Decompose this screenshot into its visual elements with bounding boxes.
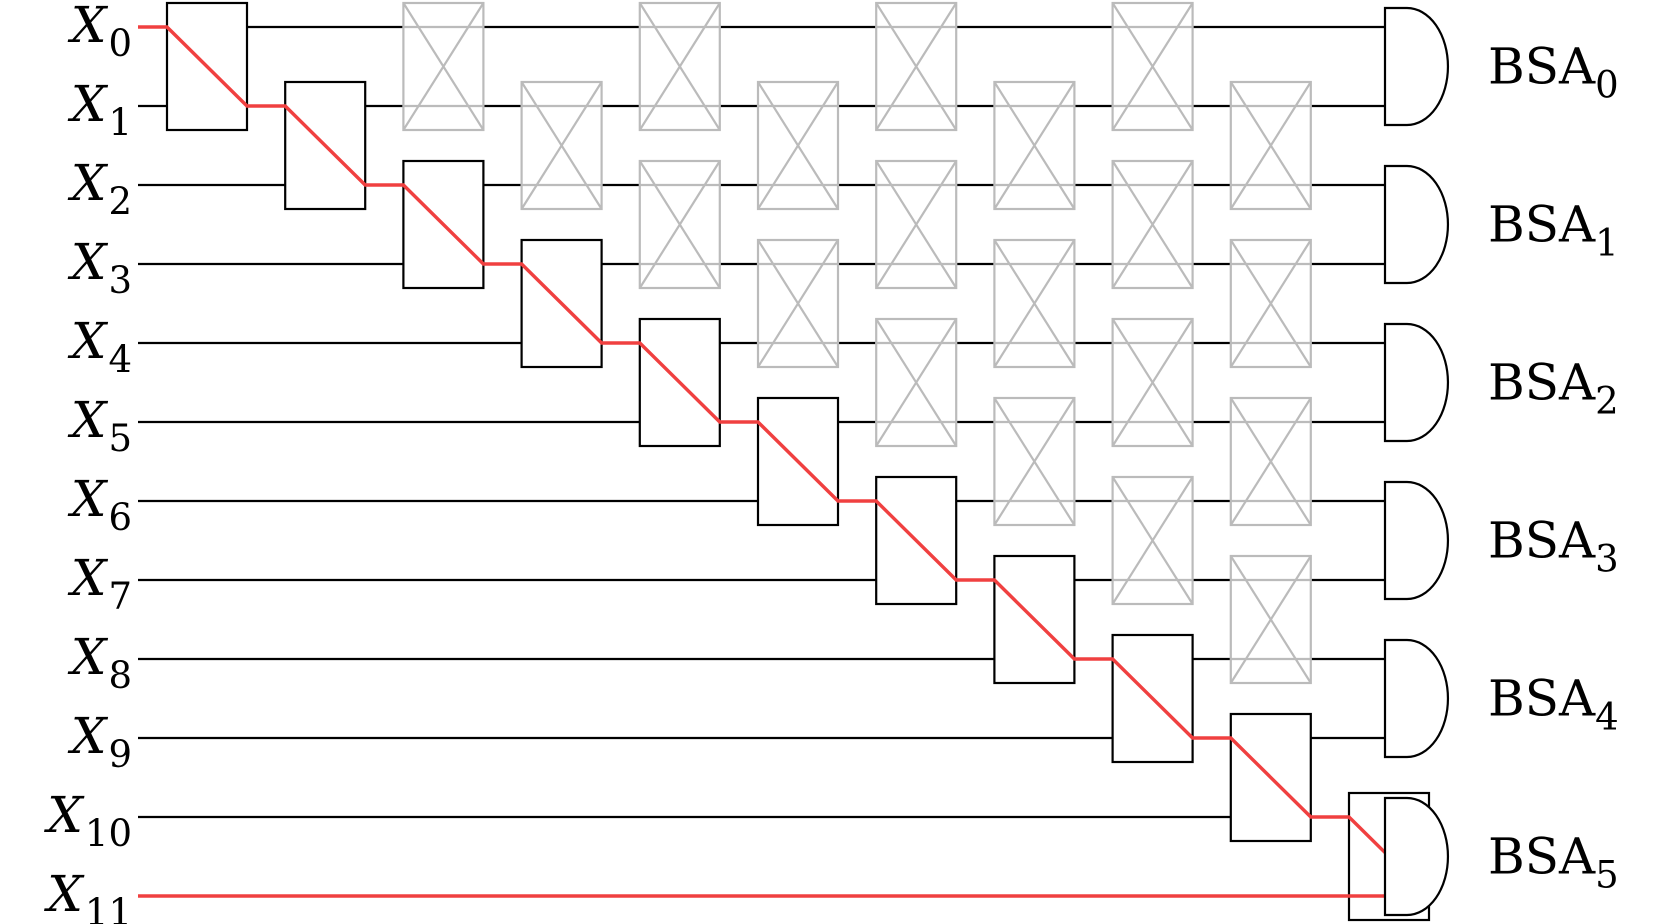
inactive-switch: [640, 161, 720, 288]
bsa-detector-5: [1385, 798, 1448, 915]
bsa-detector-1: [1385, 166, 1448, 283]
bsa-detector-4: [1385, 640, 1448, 757]
input-label-9: $X_9$: [70, 707, 132, 776]
inactive-switch: [1231, 82, 1311, 209]
inactive-switch: [1231, 398, 1311, 525]
inactive-switch: [1231, 240, 1311, 367]
bsa-detectors: [1385, 8, 1448, 915]
input-label-11: $X_{11}$: [47, 865, 132, 924]
inactive-switch: [876, 319, 956, 446]
output-label-0: $BSA_0$: [1488, 37, 1619, 107]
output-label-2: $BSA_2$: [1488, 353, 1619, 423]
inactive-switch: [1113, 477, 1193, 604]
input-label-1: $X_1$: [70, 75, 132, 144]
inactive-switch: [876, 3, 956, 130]
inactive-switch: [994, 240, 1074, 367]
input-label-2: $X_2$: [70, 154, 132, 223]
inactive-switch: [758, 82, 838, 209]
input-label-8: $X_8$: [70, 628, 132, 697]
input-label-0: $X_0$: [70, 0, 132, 65]
inactive-switch: [1231, 556, 1311, 683]
inactive-switch: [522, 82, 602, 209]
input-label-7: $X_7$: [70, 549, 132, 618]
inactive-switch: [994, 82, 1074, 209]
inactive-switch: [1113, 3, 1193, 130]
inactive-switch: [1113, 161, 1193, 288]
inactive-switch: [1113, 319, 1193, 446]
inactive-switch: [640, 3, 720, 130]
inactive-switch: [994, 398, 1074, 525]
input-label-4: $X_4$: [70, 312, 132, 381]
input-label-6: $X_6$: [70, 470, 132, 539]
input-label-3: $X_3$: [70, 233, 132, 302]
inactive-switch: [876, 161, 956, 288]
output-label-4: $BSA_4$: [1488, 669, 1619, 739]
output-label-3: $BSA_3$: [1488, 511, 1619, 581]
output-label-1: $BSA_1$: [1488, 195, 1619, 265]
inactive-switch: [403, 3, 483, 130]
bsa-detector-3: [1385, 482, 1448, 599]
bsa-detector-0: [1385, 8, 1448, 125]
input-label-5: $X_5$: [70, 391, 132, 460]
input-label-10: $X_{10}$: [47, 786, 132, 855]
bsa-detector-2: [1385, 324, 1448, 441]
inactive-switch: [758, 240, 838, 367]
output-label-5: $BSA_5$: [1488, 827, 1619, 897]
